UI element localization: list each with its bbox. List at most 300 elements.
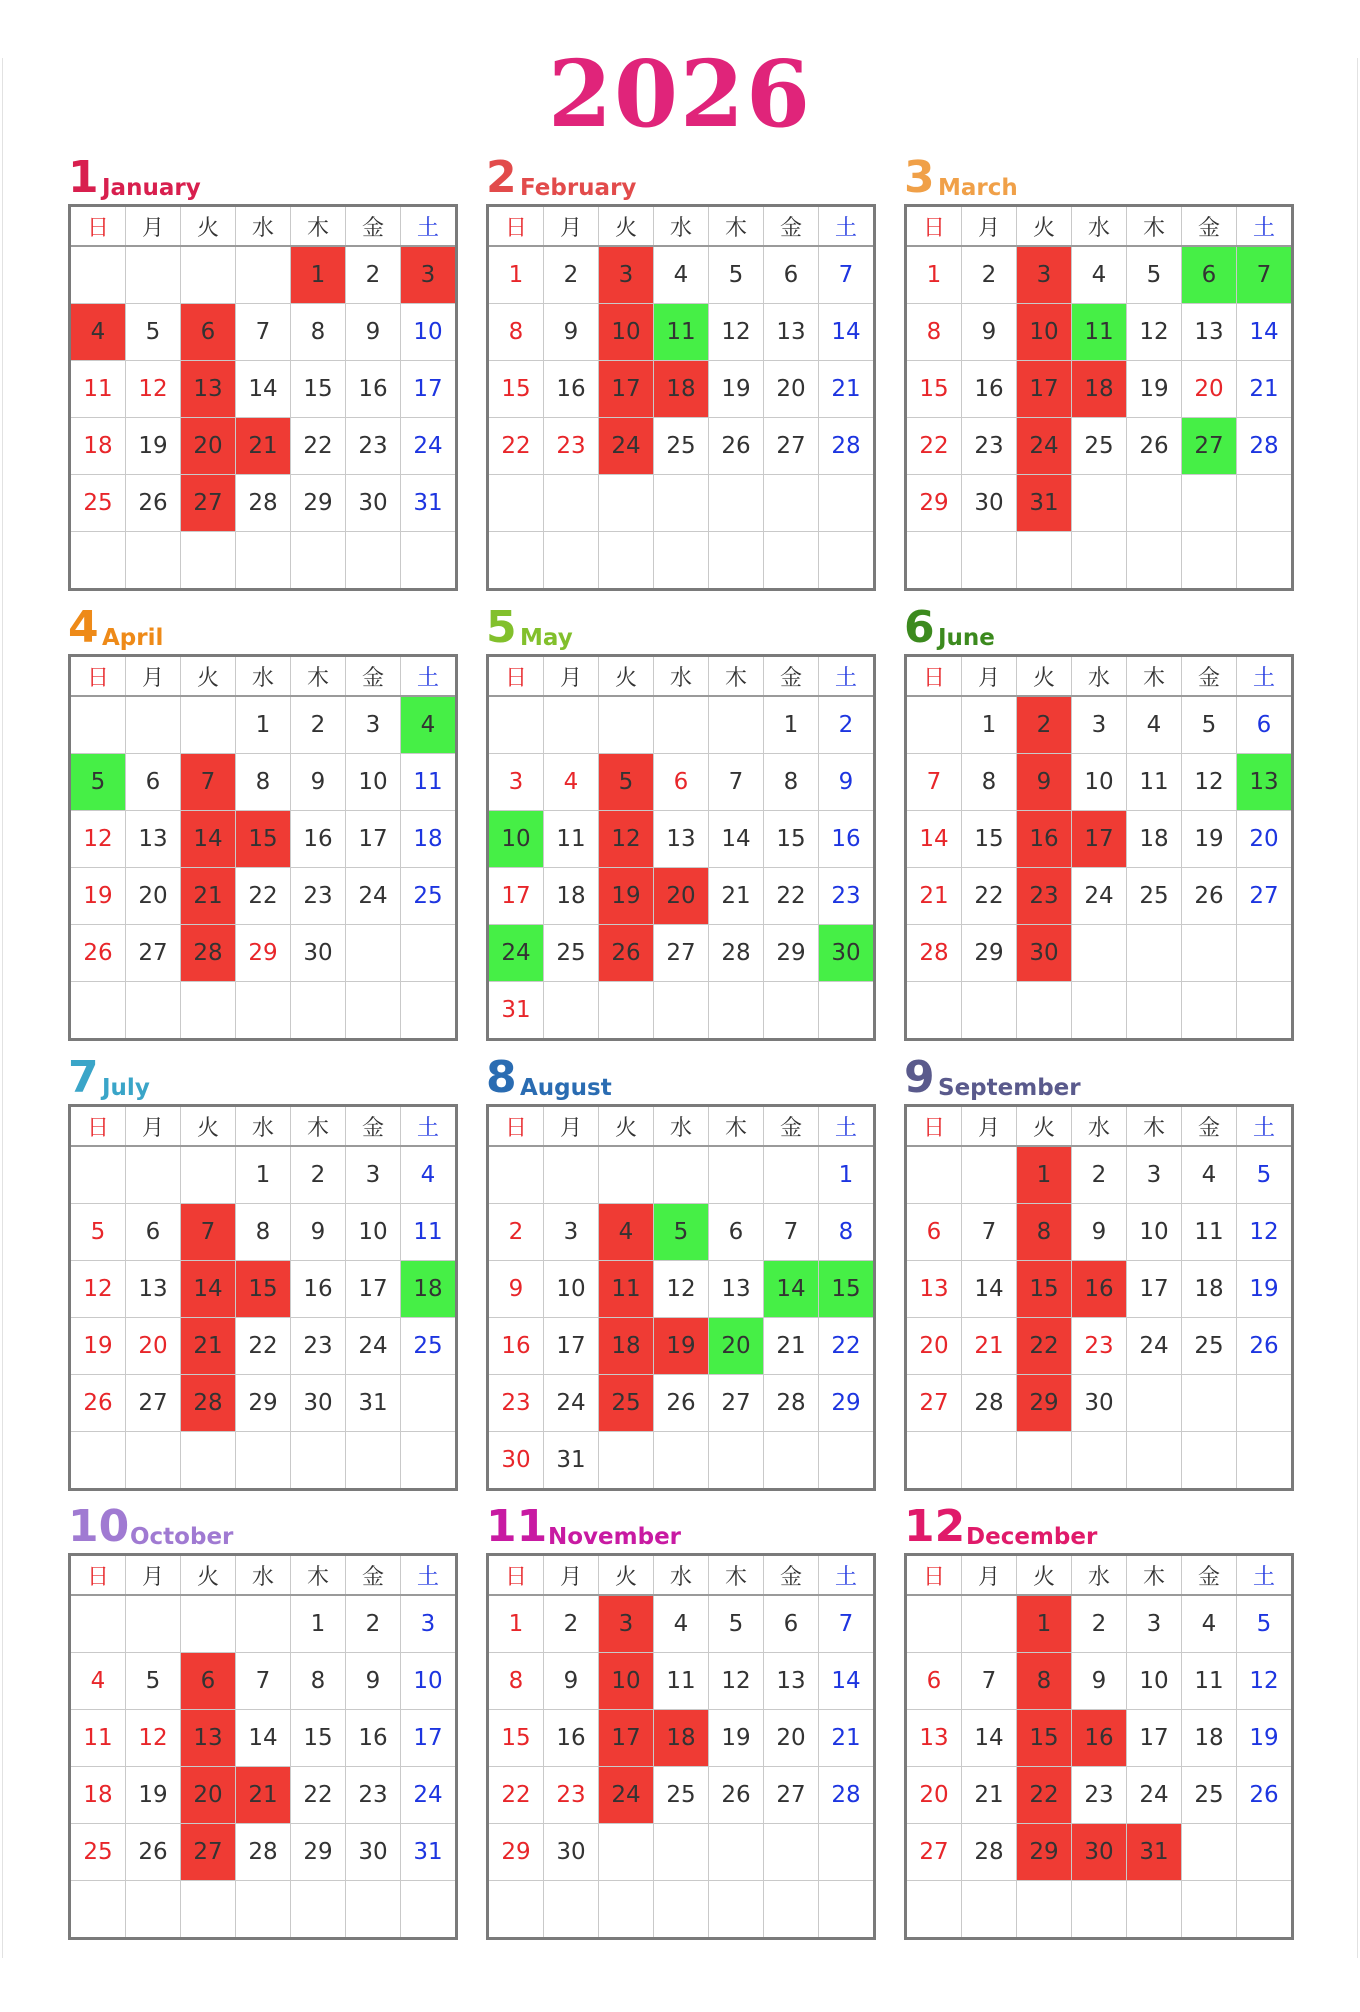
empty-cell	[346, 532, 401, 590]
week-row	[906, 868, 1293, 925]
day-cell: 12	[1237, 1653, 1293, 1710]
week-row	[906, 1824, 1293, 1881]
week-row	[70, 1261, 457, 1318]
empty-cell	[654, 532, 709, 590]
day-cell: 9	[819, 754, 875, 811]
day-cell: 30	[346, 1824, 401, 1881]
day-cell: 16	[1017, 811, 1072, 868]
week-row	[70, 304, 457, 361]
month-june	[904, 600, 1285, 1041]
day-cell: 3	[346, 1146, 401, 1204]
month-header	[486, 600, 867, 654]
weekday-label: 月	[544, 206, 599, 247]
month-number: 8	[486, 1052, 517, 1103]
empty-cell	[819, 982, 875, 1040]
weekday-label: 月	[962, 656, 1017, 697]
week-row	[488, 1146, 875, 1204]
day-cell: 4	[70, 1653, 126, 1710]
week-row	[70, 1824, 457, 1881]
day-cell: 1	[1017, 1146, 1072, 1204]
day-cell: 9	[1072, 1204, 1127, 1261]
day-cell: 25	[70, 1824, 126, 1881]
empty-cell	[1072, 1432, 1127, 1490]
day-cell: 20	[906, 1767, 962, 1824]
day-cell: 24	[599, 1767, 654, 1824]
month-december	[904, 1499, 1285, 1940]
day-cell: 24	[401, 418, 457, 475]
day-cell: 21	[819, 1710, 875, 1767]
weekday-label: 日	[906, 1106, 962, 1147]
day-cell: 29	[819, 1375, 875, 1432]
month-number: 4	[68, 602, 99, 653]
day-cell: 22	[962, 868, 1017, 925]
day-cell: 9	[291, 1204, 346, 1261]
empty-cell	[346, 925, 401, 982]
weekday-label: 月	[126, 206, 181, 247]
week-row	[488, 1261, 875, 1318]
weekday-label: 月	[962, 1555, 1017, 1596]
weekday-label: 水	[236, 656, 291, 697]
day-cell: 3	[1127, 1146, 1182, 1204]
day-cell: 30	[819, 925, 875, 982]
empty-cell	[401, 1881, 457, 1939]
day-cell: 25	[1072, 418, 1127, 475]
day-cell: 6	[1182, 246, 1237, 304]
day-cell: 19	[126, 1767, 181, 1824]
day-cell: 27	[764, 418, 819, 475]
day-cell: 12	[126, 361, 181, 418]
day-cell: 7	[962, 1204, 1017, 1261]
empty-cell	[709, 1824, 764, 1881]
empty-cell	[1017, 1881, 1072, 1939]
empty-cell	[488, 1146, 544, 1204]
week-row	[70, 246, 457, 304]
empty-cell	[544, 532, 599, 590]
empty-cell	[1237, 475, 1293, 532]
week-row	[488, 1375, 875, 1432]
month-number: 1	[68, 152, 99, 203]
weekday-label: 日	[906, 206, 962, 247]
day-cell: 10	[346, 1204, 401, 1261]
day-cell: 3	[599, 246, 654, 304]
empty-cell	[654, 1881, 709, 1939]
empty-cell	[962, 982, 1017, 1040]
empty-cell	[1182, 532, 1237, 590]
week-row	[488, 1881, 875, 1939]
day-cell: 13	[906, 1710, 962, 1767]
month-name: May	[520, 625, 573, 651]
weekday-header-row	[70, 656, 457, 697]
empty-cell	[1237, 982, 1293, 1040]
weekday-label: 土	[401, 206, 457, 247]
week-row	[488, 1767, 875, 1824]
empty-cell	[709, 1146, 764, 1204]
day-cell: 10	[1127, 1204, 1182, 1261]
day-cell: 24	[1072, 868, 1127, 925]
day-cell: 7	[236, 304, 291, 361]
day-cell: 2	[1072, 1146, 1127, 1204]
day-cell: 2	[544, 246, 599, 304]
day-cell: 21	[819, 361, 875, 418]
day-cell: 23	[544, 1767, 599, 1824]
day-cell: 11	[70, 361, 126, 418]
day-cell: 26	[709, 1767, 764, 1824]
day-cell: 14	[236, 361, 291, 418]
day-cell: 11	[544, 811, 599, 868]
day-cell: 5	[709, 246, 764, 304]
week-row	[906, 696, 1293, 754]
empty-cell	[1127, 1881, 1182, 1939]
month-name: July	[102, 1075, 150, 1101]
month-header	[904, 1499, 1285, 1553]
weekday-label: 水	[236, 206, 291, 247]
weekday-label: 金	[764, 206, 819, 247]
day-cell: 21	[1237, 361, 1293, 418]
month-header	[486, 1499, 867, 1553]
empty-cell	[599, 1881, 654, 1939]
week-row	[70, 1146, 457, 1204]
day-cell: 27	[126, 1375, 181, 1432]
month-number: 6	[904, 602, 935, 653]
day-cell: 3	[401, 1595, 457, 1653]
empty-cell	[1017, 1432, 1072, 1490]
day-cell: 14	[1237, 304, 1293, 361]
month-number: 5	[486, 602, 517, 653]
day-cell: 7	[181, 1204, 236, 1261]
weekday-label: 水	[236, 1555, 291, 1596]
week-row	[488, 868, 875, 925]
empty-cell	[544, 696, 599, 754]
day-cell: 18	[401, 1261, 457, 1318]
empty-cell	[906, 982, 962, 1040]
empty-cell	[70, 1146, 126, 1204]
day-cell: 27	[181, 1824, 236, 1881]
weekday-label: 日	[906, 1555, 962, 1596]
empty-cell	[126, 1595, 181, 1653]
week-row	[906, 1767, 1293, 1824]
empty-cell	[709, 532, 764, 590]
weekday-label: 日	[488, 656, 544, 697]
week-row	[70, 754, 457, 811]
day-cell: 5	[1237, 1595, 1293, 1653]
empty-cell	[1182, 1375, 1237, 1432]
left-border	[2, 58, 3, 1958]
day-cell: 24	[599, 418, 654, 475]
weekday-label: 木	[709, 1106, 764, 1147]
day-cell: 12	[1237, 1204, 1293, 1261]
empty-cell	[181, 1595, 236, 1653]
day-cell: 20	[764, 1710, 819, 1767]
month-name: December	[966, 1524, 1098, 1550]
day-cell: 31	[544, 1432, 599, 1490]
empty-cell	[1127, 1375, 1182, 1432]
day-cell: 10	[401, 1653, 457, 1710]
empty-cell	[1237, 925, 1293, 982]
empty-cell	[181, 532, 236, 590]
week-row	[906, 1595, 1293, 1653]
weekday-label: 金	[764, 656, 819, 697]
weekday-label: 日	[488, 206, 544, 247]
day-cell: 9	[346, 304, 401, 361]
weekday-label: 土	[819, 1106, 875, 1147]
day-cell: 2	[1072, 1595, 1127, 1653]
day-cell: 8	[236, 754, 291, 811]
day-cell: 19	[654, 1318, 709, 1375]
week-row	[906, 1261, 1293, 1318]
empty-cell	[346, 1881, 401, 1939]
empty-cell	[1072, 925, 1127, 982]
weekday-label: 火	[1017, 656, 1072, 697]
empty-cell	[962, 1432, 1017, 1490]
day-cell: 7	[236, 1653, 291, 1710]
week-row	[70, 1881, 457, 1939]
day-cell: 12	[709, 304, 764, 361]
empty-cell	[401, 532, 457, 590]
day-cell: 12	[70, 811, 126, 868]
day-cell: 11	[1182, 1204, 1237, 1261]
day-cell: 6	[906, 1653, 962, 1710]
weekday-label: 水	[1072, 206, 1127, 247]
weekday-label: 木	[1127, 206, 1182, 247]
day-cell: 31	[401, 475, 457, 532]
month-table	[904, 1553, 1294, 1940]
month-name: January	[102, 175, 201, 201]
day-cell: 24	[1127, 1318, 1182, 1375]
week-row	[906, 1146, 1293, 1204]
day-cell: 20	[906, 1318, 962, 1375]
month-number: 7	[68, 1052, 99, 1103]
day-cell: 31	[488, 982, 544, 1040]
day-cell: 20	[654, 868, 709, 925]
empty-cell	[126, 1881, 181, 1939]
weekday-label: 日	[70, 656, 126, 697]
day-cell: 24	[346, 1318, 401, 1375]
weekday-label: 火	[181, 1555, 236, 1596]
day-cell: 6	[181, 1653, 236, 1710]
day-cell: 27	[906, 1824, 962, 1881]
weekday-label: 金	[1182, 206, 1237, 247]
day-cell: 14	[906, 811, 962, 868]
day-cell: 7	[1237, 246, 1293, 304]
day-cell: 26	[126, 475, 181, 532]
empty-cell	[291, 1881, 346, 1939]
day-cell: 19	[1182, 811, 1237, 868]
day-cell: 18	[654, 1710, 709, 1767]
empty-cell	[291, 1432, 346, 1490]
day-cell: 3	[1072, 696, 1127, 754]
day-cell: 8	[488, 304, 544, 361]
day-cell: 13	[126, 811, 181, 868]
day-cell: 27	[181, 475, 236, 532]
day-cell: 22	[764, 868, 819, 925]
day-cell: 1	[819, 1146, 875, 1204]
day-cell: 19	[599, 868, 654, 925]
day-cell: 19	[70, 1318, 126, 1375]
day-cell: 20	[709, 1318, 764, 1375]
day-cell: 19	[126, 418, 181, 475]
weekday-label: 火	[599, 656, 654, 697]
week-row	[70, 1318, 457, 1375]
empty-cell	[488, 475, 544, 532]
weekday-header-row	[906, 656, 1293, 697]
week-row	[906, 1204, 1293, 1261]
day-cell: 17	[1127, 1261, 1182, 1318]
day-cell: 3	[1127, 1595, 1182, 1653]
day-cell: 7	[962, 1653, 1017, 1710]
week-row	[906, 1432, 1293, 1490]
weekday-label: 木	[709, 656, 764, 697]
day-cell: 30	[962, 475, 1017, 532]
weekday-label: 月	[962, 1106, 1017, 1147]
day-cell: 21	[181, 1318, 236, 1375]
week-row	[488, 925, 875, 982]
day-cell: 8	[236, 1204, 291, 1261]
day-cell: 2	[962, 246, 1017, 304]
empty-cell	[599, 1146, 654, 1204]
day-cell: 3	[599, 1595, 654, 1653]
day-cell: 22	[819, 1318, 875, 1375]
day-cell: 18	[1072, 361, 1127, 418]
weekday-label: 水	[654, 656, 709, 697]
day-cell: 16	[819, 811, 875, 868]
day-cell: 17	[346, 811, 401, 868]
day-cell: 14	[962, 1710, 1017, 1767]
day-cell: 13	[126, 1261, 181, 1318]
weekday-header-row	[70, 1106, 457, 1147]
day-cell: 8	[819, 1204, 875, 1261]
day-cell: 23	[1017, 868, 1072, 925]
empty-cell	[599, 696, 654, 754]
day-cell: 18	[70, 418, 126, 475]
weekday-label: 水	[236, 1106, 291, 1147]
day-cell: 9	[544, 1653, 599, 1710]
weekday-label: 金	[346, 1106, 401, 1147]
month-table	[68, 204, 458, 591]
weekday-label: 水	[654, 206, 709, 247]
empty-cell	[906, 1881, 962, 1939]
week-row	[488, 1710, 875, 1767]
day-cell: 9	[1072, 1653, 1127, 1710]
day-cell: 3	[1017, 246, 1072, 304]
day-cell: 18	[599, 1318, 654, 1375]
day-cell: 5	[70, 754, 126, 811]
day-cell: 7	[709, 754, 764, 811]
month-november	[486, 1499, 867, 1940]
week-row	[70, 418, 457, 475]
weekday-label: 木	[1127, 1106, 1182, 1147]
day-cell: 4	[1127, 696, 1182, 754]
week-row	[488, 1653, 875, 1710]
day-cell: 1	[764, 696, 819, 754]
weekday-label: 木	[709, 1555, 764, 1596]
day-cell: 2	[544, 1595, 599, 1653]
day-cell: 5	[126, 1653, 181, 1710]
weekday-label: 金	[1182, 1106, 1237, 1147]
day-cell: 27	[654, 925, 709, 982]
day-cell: 29	[488, 1824, 544, 1881]
day-cell: 21	[709, 868, 764, 925]
empty-cell	[70, 696, 126, 754]
day-cell: 8	[1017, 1204, 1072, 1261]
day-cell: 1	[906, 246, 962, 304]
day-cell: 26	[1182, 868, 1237, 925]
day-cell: 13	[654, 811, 709, 868]
weekday-label: 日	[70, 206, 126, 247]
empty-cell	[709, 475, 764, 532]
month-july	[68, 1050, 449, 1491]
day-cell: 8	[1017, 1653, 1072, 1710]
month-header	[68, 600, 449, 654]
day-cell: 10	[488, 811, 544, 868]
empty-cell	[181, 1146, 236, 1204]
empty-cell	[1237, 532, 1293, 590]
day-cell: 28	[819, 418, 875, 475]
day-cell: 12	[599, 811, 654, 868]
month-header	[904, 150, 1285, 204]
weekday-label: 土	[819, 1555, 875, 1596]
day-cell: 9	[488, 1261, 544, 1318]
day-cell: 17	[1127, 1710, 1182, 1767]
month-table	[486, 1104, 876, 1491]
day-cell: 3	[401, 246, 457, 304]
week-row	[488, 696, 875, 754]
weekday-header-row	[488, 1555, 875, 1596]
day-cell: 25	[1182, 1318, 1237, 1375]
weekday-label: 水	[654, 1555, 709, 1596]
week-row	[488, 304, 875, 361]
day-cell: 27	[906, 1375, 962, 1432]
week-row	[70, 361, 457, 418]
day-cell: 7	[906, 754, 962, 811]
day-cell: 17	[544, 1318, 599, 1375]
empty-cell	[1072, 532, 1127, 590]
week-row	[906, 754, 1293, 811]
day-cell: 4	[544, 754, 599, 811]
day-cell: 20	[181, 1767, 236, 1824]
day-cell: 17	[1017, 361, 1072, 418]
empty-cell	[599, 1824, 654, 1881]
empty-cell	[181, 1881, 236, 1939]
empty-cell	[181, 696, 236, 754]
empty-cell	[1072, 475, 1127, 532]
empty-cell	[709, 1432, 764, 1490]
day-cell: 17	[599, 361, 654, 418]
day-cell: 14	[962, 1261, 1017, 1318]
day-cell: 8	[291, 1653, 346, 1710]
week-row	[906, 1318, 1293, 1375]
empty-cell	[709, 1881, 764, 1939]
day-cell: 12	[1127, 304, 1182, 361]
day-cell: 22	[236, 868, 291, 925]
day-cell: 12	[70, 1261, 126, 1318]
day-cell: 17	[488, 868, 544, 925]
empty-cell	[764, 1432, 819, 1490]
day-cell: 29	[764, 925, 819, 982]
weekday-label: 火	[181, 1106, 236, 1147]
day-cell: 11	[654, 304, 709, 361]
day-cell: 7	[764, 1204, 819, 1261]
weekday-label: 木	[291, 1106, 346, 1147]
empty-cell	[599, 1432, 654, 1490]
empty-cell	[544, 1881, 599, 1939]
weekday-label: 土	[401, 1555, 457, 1596]
week-row	[488, 361, 875, 418]
day-cell: 9	[1017, 754, 1072, 811]
day-cell: 15	[291, 1710, 346, 1767]
week-row	[488, 1432, 875, 1490]
empty-cell	[70, 246, 126, 304]
day-cell: 7	[181, 754, 236, 811]
